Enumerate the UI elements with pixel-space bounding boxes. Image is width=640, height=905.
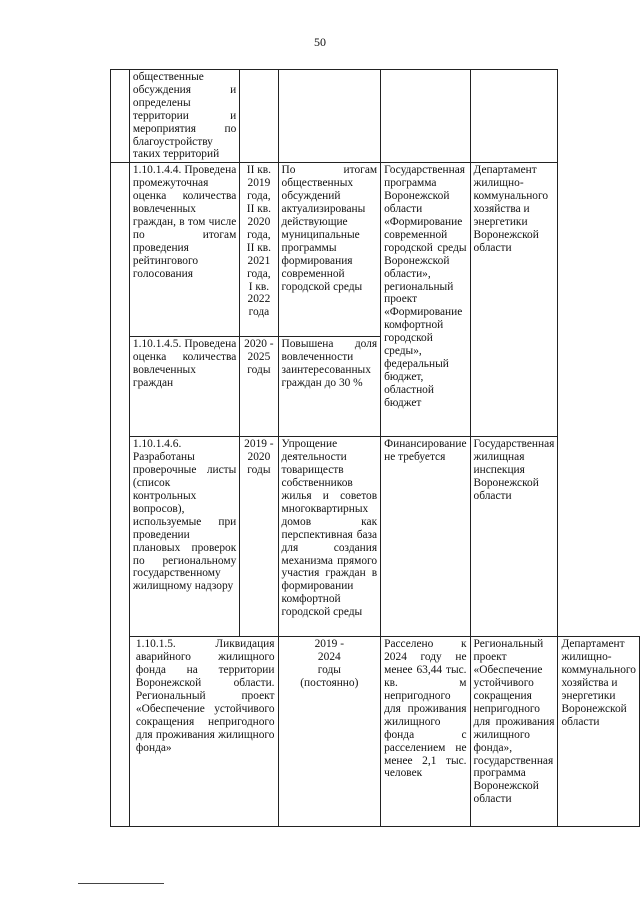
result-cell: Повышена доля вовлеченности заинтересованных граждан до 30 % xyxy=(278,337,381,437)
period-cell: II кв. 2019 года, II кв. 2020 года, II кв. 2021 года, I кв. 2022 года xyxy=(240,163,278,337)
table-row xyxy=(111,337,640,437)
executor-cell: Департамент жилищно-коммунального хозяйства и энергетики Воронежской области xyxy=(470,163,558,437)
source-cell xyxy=(381,70,470,163)
table-row xyxy=(111,163,640,337)
measure-cell: 1.10.1.4.5. Проведена оценка количества вовлеченных граждан xyxy=(129,337,239,437)
blank-cell xyxy=(111,163,130,827)
measure-cell: 1.10.1.5. Ликвидация аварийного жилищного фонда на территории Воронежской области. Региональный проект «Обеспечение устойчивого сокращения непригодного для проживания жилищного фонда» xyxy=(129,637,278,827)
measures-table xyxy=(110,69,640,827)
period-cell: 2019 - 2020 годы xyxy=(240,437,278,637)
result-cell: Упрощение деятельности товариществ собственников жилья и советов многоквартирных домов как перспективная база для создания механизма прямого участия граждан в формировании комфортной городской среды xyxy=(278,437,381,637)
source-cell: Государственная программа Воронежской области «Формирование современной городской среды Воронежской области», региональный проект «Формирование комфортной городской среды», федеральный бюджет, областной бюджет xyxy=(381,163,470,437)
period-cell: 2020 - 2025 годы xyxy=(240,337,278,437)
result-cell xyxy=(278,70,381,163)
result-cell: По итогам общественных обсуждений актуализированы действующие муниципальные программы формирования современной городской среды xyxy=(278,163,381,337)
executor-cell: Департамент жилищно-коммунального хозяйства и энергетики Воронежской области xyxy=(558,637,640,827)
source-cell: Финансирование не требуется xyxy=(381,437,470,637)
measure-cell: общественные обсуждения и определены территории и мероприятия по благоустройству таких территорий xyxy=(129,70,239,163)
measure-cell: 1.10.1.4.6. Разработаны проверочные листы (список контрольных вопросов), используемые при проведении плановых проверок по региональному государственному жилищному надзору xyxy=(129,437,239,637)
period-cell: 2019 - 2024 годы (постоянно) xyxy=(278,637,381,827)
result-cell: Расселено к 2024 году не менее 63,44 тыс. кв. м непригодного для проживания жилищного фонда с расселением не менее 2,1 тыс. человек xyxy=(381,637,470,827)
period-cell xyxy=(240,70,278,163)
footnote-rule xyxy=(78,883,164,884)
executor-cell xyxy=(470,70,558,163)
table-row xyxy=(111,70,640,163)
table-row xyxy=(111,637,640,827)
measure-cell: 1.10.1.4.4. Проведена промежуточная оценка количества вовлеченных граждан, в том числе по итогам проведения рейтингового голосования xyxy=(129,163,239,337)
table-row xyxy=(111,437,640,637)
source-cell: Региональный проект «Обеспечение устойчивого сокращения непригодного для проживания жилищного фонда», государственная программа Воронежской области xyxy=(470,637,558,827)
blank-cell xyxy=(111,70,130,163)
executor-cell: Государственная жилищная инспекция Воронежской области xyxy=(470,437,558,637)
page-number: 50 xyxy=(314,35,326,49)
